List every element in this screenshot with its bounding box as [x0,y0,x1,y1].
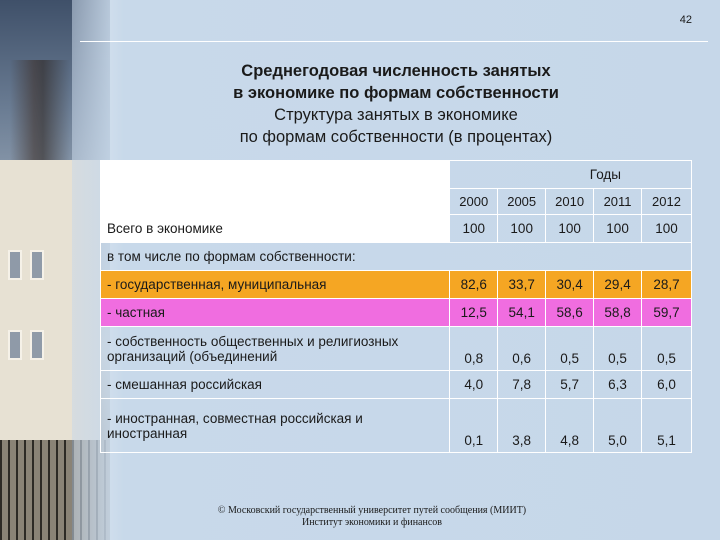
table-cell: 12,5 [450,299,498,327]
slide-title [72,60,720,148]
table-row [101,271,692,299]
table-header-row [101,161,692,189]
table-cell: 5,7 [546,371,594,399]
table-cell: 5,1 [642,399,692,453]
table-cell: 7,8 [498,371,546,399]
year-header: 2012 [642,189,692,215]
table-cell: 0,5 [594,327,642,371]
table-cell: 28,7 [642,271,692,299]
table-cell: 3,8 [498,399,546,453]
table-row [101,327,692,371]
row-label: - частная [101,299,450,327]
year-header: 2005 [498,189,546,215]
year-header: 2010 [546,189,594,215]
title-line-4: по формам собственности (в процентах) [239,128,553,146]
table-cell: 100 [642,215,692,243]
window-decoration [8,330,22,360]
row-label: - собственность общественных и религиозных организаций (объединений [101,327,450,371]
table-cell: 4,8 [546,399,594,453]
title-line-2: в экономике по формам собственности [233,84,559,102]
table-cell: 54,1 [498,299,546,327]
table-row [101,399,692,453]
page-number: 42 [679,14,692,26]
page-number-rule [80,6,708,42]
table-cell: 100 [546,215,594,243]
footer [72,505,672,529]
table-cell: 30,4 [546,271,594,299]
years-header: Годы [450,161,692,189]
footer-line-1: © Московский государственный университет путей сообщения (МИИТ) [217,505,527,516]
table-cell: 82,6 [450,271,498,299]
table-row-subheader [101,243,692,271]
table-cell: 0,1 [450,399,498,453]
window-decoration [30,330,44,360]
table-cell: 5,0 [594,399,642,453]
table-cell: 4,0 [450,371,498,399]
table-cell: 29,4 [594,271,642,299]
table-cell: 33,7 [498,271,546,299]
table-row [101,299,692,327]
employment-table [100,160,692,453]
table-cell: 6,3 [594,371,642,399]
footer-line-2: Институт экономики и финансов [301,517,443,528]
title-line-1: Среднегодовая численность занятых [241,62,551,80]
header-empty-cell [101,161,450,215]
table-row [101,371,692,399]
row-label: - государственная, муниципальная [101,271,450,299]
table-cell: 58,6 [546,299,594,327]
subheader-label: в том числе по формам собственности: [101,243,692,271]
table-row-total [101,215,692,243]
window-decoration [8,250,22,280]
table-cell: 0,5 [642,327,692,371]
row-label: - смешанная российская [101,371,450,399]
table-cell: 0,6 [498,327,546,371]
table-cell: 6,0 [642,371,692,399]
table-cell: 58,8 [594,299,642,327]
row-label: - иностранная, совместная российская и иностранная [101,399,450,453]
year-header: 2011 [594,189,642,215]
table-cell: 0,8 [450,327,498,371]
table-cell: 100 [450,215,498,243]
table-cell: 0,5 [546,327,594,371]
table-cell: 100 [498,215,546,243]
title-line-3: Структура занятых в экономике [274,106,518,124]
window-decoration [30,250,44,280]
row-label: Всего в экономике [101,215,450,243]
table-cell: 100 [594,215,642,243]
year-header: 2000 [450,189,498,215]
table-cell: 59,7 [642,299,692,327]
